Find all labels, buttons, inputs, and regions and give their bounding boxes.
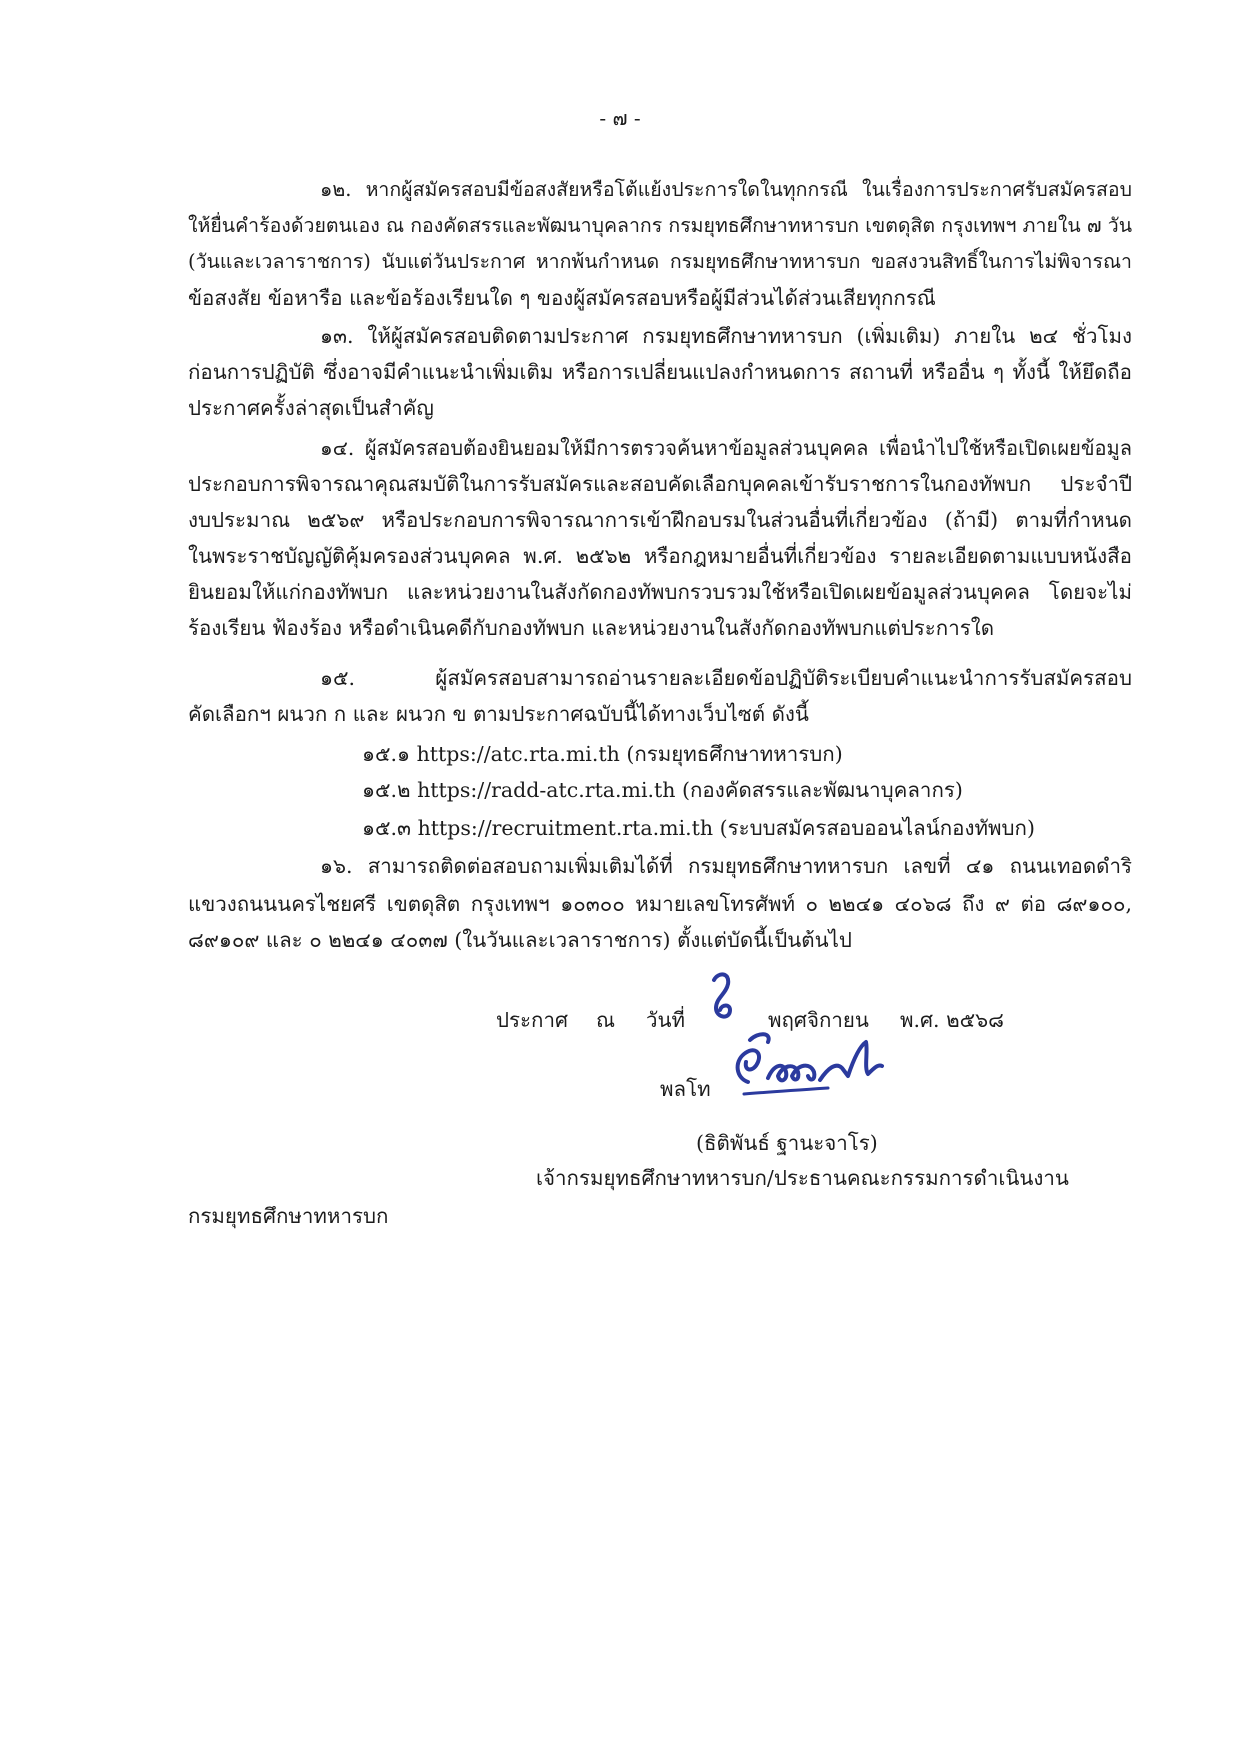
item-13-line-1: ๑๓. ให้ผู้สมัครสอบติดตามประกาศ กรมยุทธศึกษาทหารบก (เพิ่มเติม) ภายใน ๒๔ ชั่วโมง [320,324,1132,348]
item-14-line-3: งบประมาณ ๒๕๖๙ หรือประกอบการพิจารณาการเข้าฝึกอบรมในส่วนอื่นที่เกี่ยวข้อง (ถ้ามี) ตามที่กำหนด [188,508,1132,532]
item-12-line-4: ข้อสงสัย ข้อหารือ และข้อร้องเรียนใด ๆ ของผู้สมัครสอบหรือผู้มีส่วนได้ส่วนเสียทุกกรณี [188,286,936,310]
item-15-url-3: ๑๕.๓ https://recruitment.rta.mi.th (ระบบสมัครสอบออนไลน์กองทัพบก) [362,816,1035,840]
item-16-line-1: ๑๖. สามารถติดต่อสอบถามเพิ่มเติมได้ที่ กรมยุทธศึกษาทหารบก เลขที่ ๔๑ ถนนเทอดดำริ [320,854,1132,878]
signer-position: เจ้ากรมยุทธศึกษาทหารบก/ประธานคณะกรรมการดำเนินงาน [536,1166,1069,1190]
item-15-url-2: ๑๕.๒ https://radd-atc.rta.mi.th (กองคัดสรรและพัฒนาบุคลากร) [362,778,963,802]
item-13-line-2: ก่อนการปฏิบัติ ซึ่งอาจมีคำแนะนำเพิ่มเติม หรือการเปลี่ยนแปลงกำหนดการ สถานที่ หรืออื่น ๆ ทั้งนี้ ให้ยึดถือ [188,360,1132,384]
day-label: วันที่ [646,1008,686,1032]
page-number: - ๗ - [599,106,641,130]
item-12-line-1: ๑๒. หากผู้สมัครสอบมีข้อสงสัยหรือโต้แย้งประการใดในทุกกรณี ในเรื่องการประกาศรับสมัครสอบ [320,178,1132,201]
item-14-line-1: ๑๔. ผู้สมัครสอบต้องยินยอมให้มีการตรวจค้นหาข้อมูลส่วนบุคคล เพื่อนำไปใช้หรือเปิดเผยข้อมูล [320,436,1132,460]
item-14-line-6: ร้องเรียน ฟ้องร้อง หรือดำเนินคดีกับกองทัพบก และหน่วยงานในสังกัดกองทัพบกแต่ประการใด [188,616,995,640]
item-15-line-2: คัดเลือกฯ ผนวก ก และ ผนวก ข ตามประกาศฉบับนี้ได้ทางเว็บไซต์ ดังนี้ [188,702,809,726]
year-label: พ.ศ. ๒๕๖๘ [900,1008,1004,1032]
item-15-line-1: ๑๕. ผู้สมัครสอบสามารถอ่านรายละเอียดข้อปฏิบัติระเบียบคำแนะนำการรับสมัครสอบ [320,666,1132,690]
month-label: พฤศจิกายน [768,1008,869,1032]
item-12-line-3: (วันและเวลาราชการ) นับแต่วันประกาศ หากพ้นกำหนด กรมยุทธศึกษาทหารบก ขอสงวนสิทธิ์ในการไม่พิจารณา [188,250,1132,273]
item-14-line-2: ประกอบการพิจารณาคุณสมบัติในการรับสมัครและสอบคัดเลือกบุคคลเข้ารับราชการในกองทัพบก ประจำปี [188,472,1132,496]
rank-label: พลโท [660,1077,711,1101]
signer-organization: กรมยุทธศึกษาทหารบก [188,1204,389,1228]
handwritten-signature [728,1028,888,1104]
item-14-line-5: ยินยอมให้แก่กองทัพบก และหน่วยงานในสังกัดกองทัพบกรวบรวมใช้หรือเปิดเผยข้อมูลส่วนบุคคล โดยจะไม่ [188,580,1132,604]
at-label: ณ [596,1008,616,1032]
handwritten-day-number [708,970,736,1024]
item-12-line-2: ให้ยื่นคำร้องด้วยตนเอง ณ กองคัดสรรและพัฒนาบุคลากร กรมยุทธศึกษาทหารบก เขตดุสิต กรุงเทพฯ ภายใน ๗ วัน [188,214,1133,237]
item-13-line-3: ประกาศครั้งล่าสุดเป็นสำคัญ [188,396,434,420]
signer-name: (ธิติพันธ์ ฐานะจาโร) [696,1131,878,1155]
item-16-line-2: แขวงถนนนครไชยศรี เขตดุสิต กรุงเทพฯ ๑๐๓๐๐ หมายเลขโทรศัพท์ ๐ ๒๒๔๑ ๔๐๖๘ ถึง ๙ ต่อ ๘๙๑๐๐, [188,892,1132,916]
item-16-line-3: ๘๙๑๐๙ และ ๐ ๒๒๔๑ ๔๐๓๗ (ในวันและเวลาราชการ) ตั้งแต่บัดนี้เป็นต้นไป [188,928,852,952]
item-15-url-1: ๑๕.๑ https://atc.rta.mi.th (กรมยุทธศึกษาทหารบก) [362,742,843,766]
announced-label: ประกาศ [496,1008,568,1032]
item-14-line-4: ในพระราชบัญญัติคุ้มครองส่วนบุคคล พ.ศ. ๒๕๖๒ หรือกฎหมายอื่นที่เกี่ยวข้อง รายละเอียดตามแบบหนังสือ [188,544,1132,568]
